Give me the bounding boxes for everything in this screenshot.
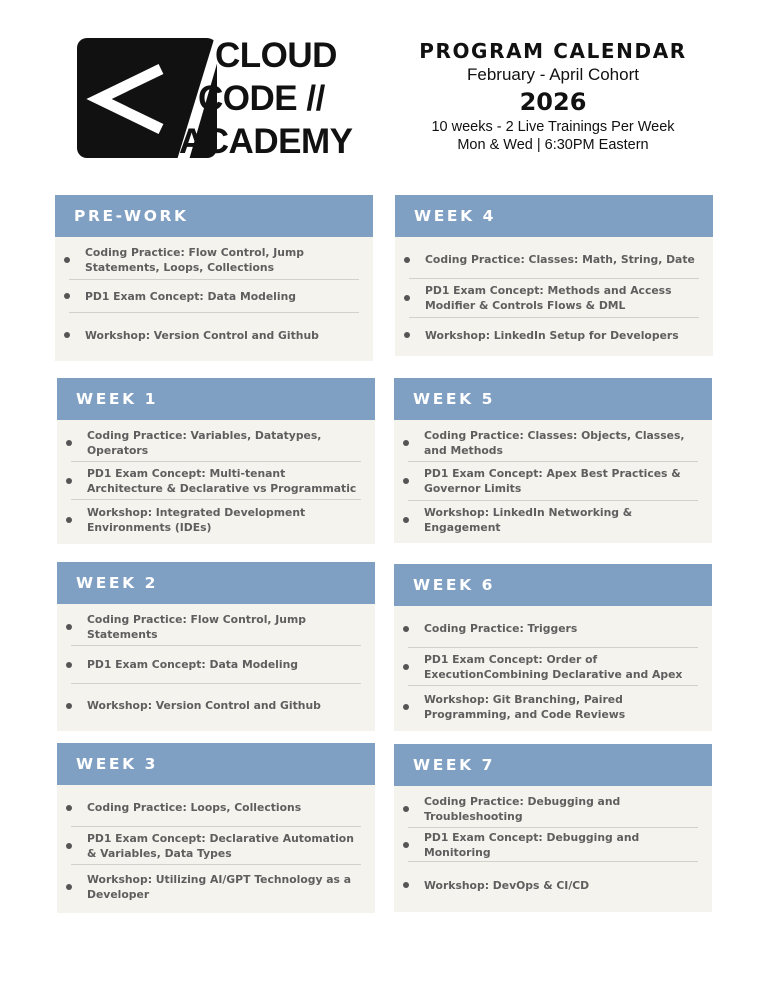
item-text: Workshop: Integrated Development Environments (IDEs) bbox=[87, 506, 306, 534]
list-item bbox=[408, 610, 698, 648]
list-item bbox=[409, 279, 699, 318]
logo-line-cloud: CLOUD bbox=[215, 36, 337, 75]
item-text: PD1 Exam Concept: Data Modeling bbox=[87, 658, 298, 671]
bullet-icon bbox=[66, 440, 72, 446]
item-text: PD1 Exam Concept: Declarative Automation & Variables, Data Types bbox=[87, 831, 354, 860]
bullet-icon bbox=[66, 703, 72, 709]
list-item bbox=[408, 648, 698, 686]
bullet-icon bbox=[403, 664, 409, 670]
bullet-icon bbox=[66, 478, 72, 484]
bullet-icon bbox=[64, 257, 70, 263]
schedule-label: 10 weeks - 2 Live Trainings Per Week bbox=[431, 119, 675, 135]
bullet-icon bbox=[66, 517, 72, 523]
item-text: Coding Practice: Flow Control, Jump Statements bbox=[87, 612, 306, 641]
item-text: PD1 Exam Concept: Data Modeling bbox=[85, 289, 296, 303]
bullet-icon bbox=[64, 293, 70, 299]
list-item bbox=[408, 828, 698, 862]
bullet-icon bbox=[404, 257, 410, 263]
week-card-week2 bbox=[57, 562, 375, 731]
bullet-icon bbox=[64, 332, 70, 338]
item-text: Workshop: DevOps & CI/CD bbox=[424, 878, 590, 892]
week-items bbox=[57, 785, 375, 913]
item-text: PD1 Exam Concept: Debugging and Monitoring bbox=[424, 830, 640, 859]
list-item bbox=[69, 313, 359, 357]
list-item bbox=[409, 241, 699, 279]
item-text: PD1 Exam Concept: Multi-tenant Architecture & Declarative vs Programmatic bbox=[87, 466, 357, 495]
bullet-icon bbox=[66, 624, 72, 630]
item-text: Coding Practice: Classes: Objects, Classes, and Methods bbox=[424, 428, 685, 457]
list-item bbox=[408, 501, 698, 539]
page-title: PROGRAM CALENDAR bbox=[419, 39, 687, 63]
week-title: WEEK 4 bbox=[395, 195, 713, 237]
bullet-icon bbox=[403, 882, 409, 888]
item-text: Coding Practice: Debugging and Troubleshooting bbox=[424, 794, 621, 823]
item-text: Workshop: Git Branching, Paired Programming, and Code Reviews bbox=[424, 692, 626, 721]
item-text: PD1 Exam Concept: Apex Best Practices & Governor Limits bbox=[424, 467, 681, 495]
days-label: Mon & Wed | 6:30PM Eastern bbox=[457, 137, 649, 153]
week-title: WEEK 6 bbox=[394, 564, 712, 606]
item-text: Coding Practice: Flow Control, Jump Statements, Loops, Collections bbox=[85, 246, 304, 274]
bullet-icon bbox=[403, 806, 409, 812]
list-item bbox=[408, 424, 698, 462]
week-items bbox=[55, 237, 373, 361]
bullet-icon bbox=[66, 843, 72, 849]
list-item bbox=[408, 790, 698, 828]
item-text: Coding Practice: Classes: Math, String, Date bbox=[425, 253, 695, 266]
week-items bbox=[394, 420, 712, 543]
list-item bbox=[71, 646, 361, 684]
week-title: WEEK 7 bbox=[394, 744, 712, 786]
week-card-week1 bbox=[57, 378, 375, 544]
calendar-header bbox=[402, 38, 704, 154]
logo-line-academy: ACADEMY bbox=[179, 122, 353, 161]
item-text: Workshop: Version Control and Github bbox=[85, 328, 319, 342]
item-text: PD1 Exam Concept: Methods and Access Modifier & Controls Flows & DML bbox=[425, 284, 672, 312]
bullet-icon bbox=[66, 662, 72, 668]
list-item bbox=[71, 462, 361, 500]
bullet-icon bbox=[403, 517, 409, 523]
week-items bbox=[394, 606, 712, 731]
list-item bbox=[408, 862, 698, 908]
bullet-icon bbox=[66, 884, 72, 890]
week-items bbox=[57, 604, 375, 731]
week-card-week6 bbox=[394, 564, 712, 731]
week-items bbox=[395, 237, 713, 356]
list-item bbox=[69, 280, 359, 313]
item-text: Workshop: Version Control and Github bbox=[87, 699, 321, 712]
list-item bbox=[69, 241, 359, 280]
academy-logo bbox=[77, 36, 367, 160]
week-card-week5 bbox=[394, 378, 712, 543]
list-item bbox=[408, 462, 698, 501]
list-item bbox=[71, 424, 361, 462]
item-text: Coding Practice: Loops, Collections bbox=[87, 801, 302, 814]
list-item bbox=[71, 865, 361, 909]
bullet-icon bbox=[403, 626, 409, 632]
list-item bbox=[71, 827, 361, 865]
bullet-icon bbox=[403, 704, 409, 710]
week-title: PRE-WORK bbox=[55, 195, 373, 237]
week-items bbox=[394, 786, 712, 912]
item-text: Coding Practice: Triggers bbox=[424, 622, 578, 635]
bullet-icon bbox=[403, 478, 409, 484]
cohort-label: February - April Cohort bbox=[467, 65, 639, 84]
week-card-week3 bbox=[57, 743, 375, 913]
item-text: Workshop: LinkedIn Setup for Developers bbox=[425, 328, 679, 342]
item-text: Coding Practice: Variables, Datatypes, Operators bbox=[87, 428, 322, 457]
week-card-prework bbox=[55, 195, 373, 361]
item-text: PD1 Exam Concept: Order of ExecutionCombining Declarative and Apex bbox=[424, 652, 683, 681]
week-items bbox=[57, 420, 375, 544]
week-title: WEEK 1 bbox=[57, 378, 375, 420]
year-label: 2026 bbox=[519, 88, 587, 116]
week-title: WEEK 3 bbox=[57, 743, 375, 785]
bullet-icon bbox=[403, 440, 409, 446]
list-item bbox=[71, 789, 361, 827]
list-item bbox=[71, 608, 361, 646]
week-card-week7 bbox=[394, 744, 712, 912]
bullet-icon bbox=[403, 842, 409, 848]
item-text: Workshop: Utilizing AI/GPT Technology as a Developer bbox=[87, 873, 352, 901]
week-title: WEEK 5 bbox=[394, 378, 712, 420]
week-title: WEEK 2 bbox=[57, 562, 375, 604]
logo-line-code: CODE // bbox=[198, 79, 325, 118]
bullet-icon bbox=[404, 332, 410, 338]
bullet-icon bbox=[66, 805, 72, 811]
list-item bbox=[409, 318, 699, 352]
week-card-week4 bbox=[395, 195, 713, 356]
item-text: Workshop: LinkedIn Networking & Engagement bbox=[424, 506, 633, 534]
list-item bbox=[71, 500, 361, 540]
list-item bbox=[408, 686, 698, 727]
list-item bbox=[71, 684, 361, 727]
bullet-icon bbox=[404, 295, 410, 301]
